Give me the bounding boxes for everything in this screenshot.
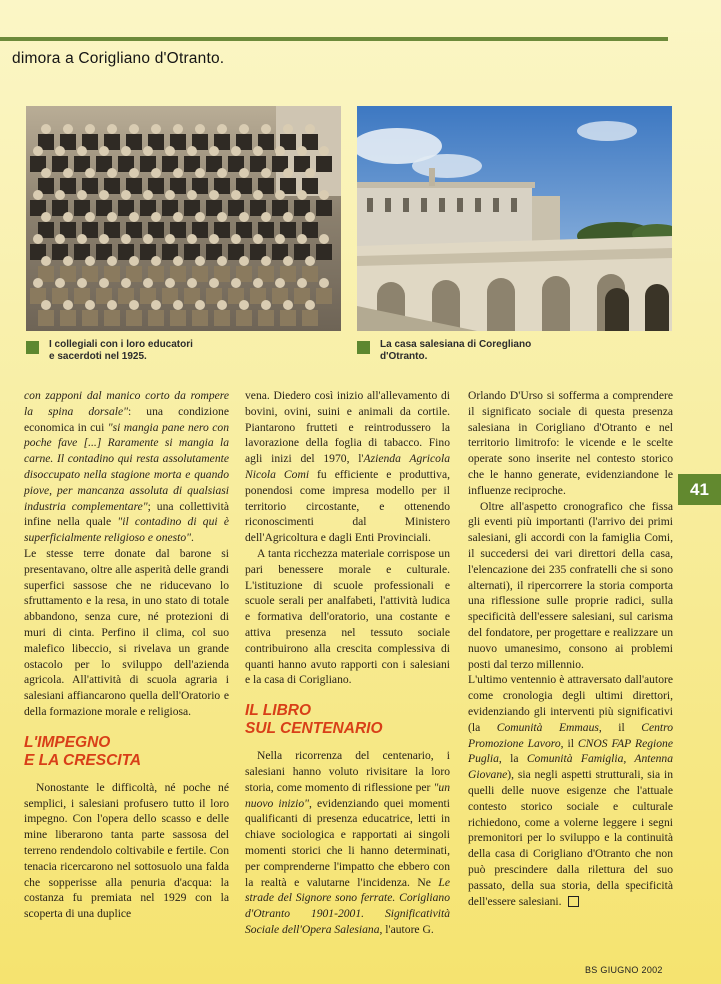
page-headline: dimora a Corigliano d'Otranto.: [12, 50, 225, 67]
paragraph: con zapponi dal manico corto da rompere la spina dorsale": una condizione economica in cui "si mangia pane nero con poche fave [...] Raramente si mangia la carne. Il contadino qui resta assolutamente disoccupato nella stagione morta e quando piove, per mancanza assoluta di qualsiasi industria complementare"; una collettività infine nella quale "il contadino di qui è superficialmente religioso e onesto".: [24, 389, 229, 545]
paragraph: Nonostante le difficoltà, né poche né semplici, i salesiani profusero tutto il loro impegno. Con l'opera dello scasso e delle mine liberarono tanta parte sassosa del terreno rendendolo coltivabile e fertile. Con tenacia ricercarono nel sottosuolo una falda che sopperisse alla penuria d'acqua: la costanza fu premiata nel 1929 con la scoperta di una duplice: [24, 780, 229, 921]
text-column-3: [468, 388, 673, 909]
caption-marker: [357, 341, 370, 354]
end-of-article-icon: [568, 896, 579, 907]
paragraph: L'ultimo ventennio è attraversato dall'autore come cronologia degli ultimi direttori, evidenziando gli interventi più significativi (la Comunità Emmaus, il Centro Promozione Lavoro, il CNOS FAP Regione Puglia, la Comunità Famiglia, Antenna Giovane), sia negli aspetti strutturali, sia in quelli delle nuove esigenze che l'attuale contesto storico sociale e culturale richiedono, come a volerne leggere i segni premonitori per lo sviluppo e la continuità della casa di Corigliano d'Otranto che non può prescindere dalla rilettura del suo passato, della sua storia, della specificità dell'essere salesiani.: [468, 673, 673, 908]
caption-marker: [26, 341, 39, 354]
caption-left-text: I collegiali con i loro educatori e sacerdoti nel 1925.: [49, 339, 193, 362]
page-number-tab: 41: [678, 474, 721, 505]
section-heading-libro: IL LIBRO SUL CENTENARIO: [245, 702, 383, 738]
paragraph: Le stesse terre donate dal barone si presentavano, oltre alle asperità delle grandi superfici sassose che ne riducevano lo sfruttamento e la resa, in uno stato di totale abbandono, senza cure, né protezioni di muri di cinta. Perfino il clima, col suo malefico libeccio, si rivelava un grande ostacolo per lo sviluppo dell'azienda agricola. All'attività di scuola agraria i salesiani affiancarono quella dell'Oratorio e della formazione morale e religiosa.: [24, 546, 229, 718]
group-photo: [26, 106, 341, 331]
paragraph: Nella ricorrenza del centenario, i salesiani hanno voluto rivisitare la loro storia, come momento di riflessione per "un nuovo inizio", evidenziando quei momenti qualificanti di presenza educatrice, letti in chiave sociologica e rapportati ai singoli momenti storici che li hanno determinati, per comprenderne l'impatto che ebbero con la realtà e valutarne l'incidenza. Ne Le strade del Signore sono ferrate. Corigliano d'Otranto 1901-2001. Significatività Sociale dell'Opera Salesiana, l'autore G.: [245, 749, 450, 936]
section-heading-impegno: L'IMPEGNO E LA CRESCITA: [24, 733, 142, 769]
top-rule: [0, 37, 668, 41]
footer-issue: BS GIUGNO 2002: [585, 965, 663, 975]
building-photo: [357, 106, 672, 331]
text-column-2: [245, 388, 450, 938]
paragraph: Orlando D'Urso si sofferma a comprendere il significato sociale di questa presenza salesiana in Corigliano d'Otranto e nel territorio limitrofo: le vicende e le scelte operate sono inserite nel contesto storico che le hanno generate, evidenziandone le influenze reciproche.: [468, 389, 673, 497]
paragraph: Oltre all'aspetto cronografico che fissa gli eventi più importanti (l'arrivo dei primi salesiani, gli accordi con la famiglia Comi, il succedersi dei vari direttori della casa, l'elencazione dei 235 confratelli che si sono alternati), il ripercorrere la storia comporta una riflessione sulle proprie radici, sulla specificità dell'essere salesiani, sul carisma del fondatore, per progettare e realizzare un nuovo umanesimo, consono ai problemi posti dal terzo millennio.: [468, 499, 673, 671]
caption-left: [26, 339, 246, 362]
caption-right: [357, 339, 587, 362]
paragraph: vena. Diedero così inizio all'allevamento di bovini, ovini, suini e animali da cortile. Piantarono frutteti e reintrodussero la lavorazione della foglia di tabacco. Fino agli inizi del 1970, l'Azienda Agricola Nicola Comi fu efficiente e produttiva, ponendosi come impresa modello per il territorio circostante, e ottenendo riconoscimenti dal Ministero dell'Agricoltura e dagli Enti Provinciali.: [245, 389, 450, 545]
caption-right-text: La casa salesiana di Coregliano d'Otranto.: [380, 339, 532, 362]
text-column-1: [24, 388, 229, 922]
paragraph: A tanta ricchezza materiale corrispose un pari benessere morale e culturale. L'istituzione di scuole professionali e scuole serali per analfabeti, l'attività ludica e formativa dell'oratorio, una costante e attiva presenza nel tessuto sociale contribuirono alla crescita complessiva di quanti hanno avuto rapporti con i salesiani e la casa di Corigliano.: [245, 546, 450, 687]
